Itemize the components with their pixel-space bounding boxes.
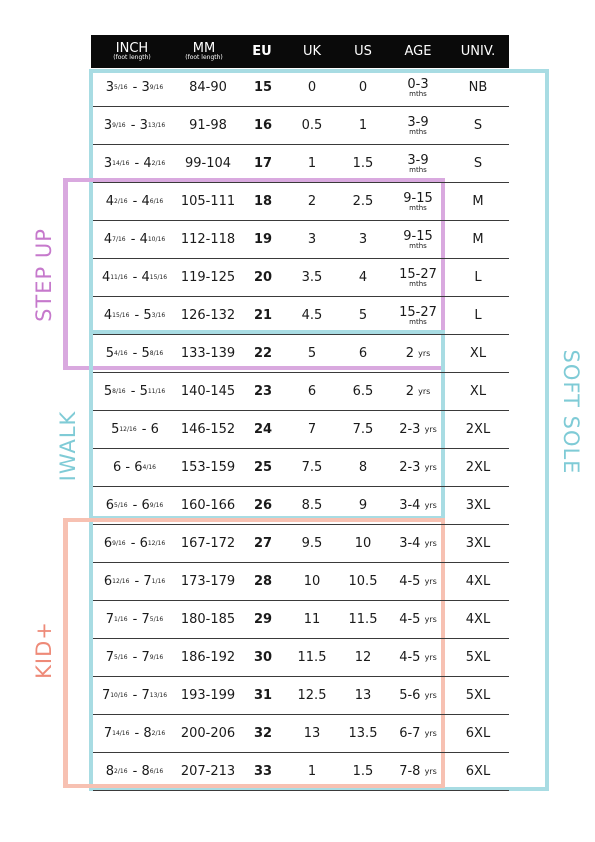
age-cell: [389, 373, 447, 410]
eu-cell: 17: [253, 156, 273, 171]
mm-cell: 173-179: [180, 574, 236, 589]
age-cell: [389, 677, 447, 714]
uk-cell: 1: [307, 764, 317, 779]
eu-cell: 19: [253, 232, 273, 247]
age-cell: [389, 335, 447, 372]
inch-from-fraction: 2/16: [114, 768, 128, 775]
inch-cell: 5 4/16 - 5 8/16: [105, 346, 164, 361]
inch-to: 7: [141, 688, 150, 703]
age-unit: mths: [409, 203, 427, 212]
eu-cell: 27: [253, 536, 273, 551]
age-cell: [389, 411, 447, 448]
age-unit: yrs: [424, 653, 437, 662]
eu-cell: 29: [253, 612, 273, 627]
us-cell: 0: [358, 80, 368, 95]
age-unit: yrs: [424, 691, 437, 700]
univ-cell: M: [472, 194, 484, 209]
inch-from: 3: [103, 156, 113, 171]
us-cell: 12: [354, 650, 372, 665]
header-univ: UNIV.: [460, 43, 496, 59]
inch-from: 5: [105, 346, 115, 361]
inch-cell: 4 15/16 - 5 3/16: [103, 308, 166, 323]
age-cell: [389, 753, 447, 790]
eu-cell: 21: [253, 308, 273, 323]
mm-cell: 193-199: [180, 688, 236, 703]
header-age: AGE: [404, 43, 432, 59]
age-cell: [389, 221, 447, 258]
table-row: [93, 145, 509, 183]
univ-cell: 5XL: [465, 688, 491, 703]
univ-cell: 2XL: [465, 460, 491, 475]
inch-cell: 4 7/16 - 4 10/16: [103, 232, 166, 247]
age-value: 3-9: [407, 114, 429, 130]
us-cell: 11.5: [348, 612, 378, 627]
inch-cell: 5 8/16 - 5 11/16: [103, 384, 166, 399]
us-cell: 6.5: [352, 384, 374, 399]
inch-to: 6: [134, 460, 143, 475]
inch-to: 7: [143, 574, 152, 589]
mm-cell: 91-98: [189, 118, 227, 133]
mm-cell: 200-206: [180, 726, 236, 741]
inch-from: 6: [103, 574, 113, 589]
inch-from: 5: [103, 384, 113, 399]
inch-from: 4: [103, 232, 113, 247]
header-inch-label: INCH: [115, 40, 149, 56]
age-unit: mths: [409, 317, 427, 326]
inch-to-fraction: 15/16: [149, 274, 168, 281]
inch-to: 7: [141, 612, 150, 627]
us-cell: 4: [358, 270, 368, 285]
inch-to: 6: [139, 536, 148, 551]
age-value: 3-4: [399, 498, 421, 513]
uk-cell: 10: [303, 574, 321, 589]
uk-cell: 1: [307, 156, 317, 171]
inch-from: 6: [105, 498, 115, 513]
inch-cell: 6 9/16 - 6 12/16: [103, 536, 166, 551]
table-row: [93, 69, 509, 107]
inch-from: 5: [111, 422, 120, 437]
univ-cell: 6XL: [465, 726, 491, 741]
inch-to: 8: [143, 726, 152, 741]
mm-cell: 160-166: [180, 498, 236, 513]
age-cell: [389, 183, 447, 220]
age-unit: yrs: [418, 349, 431, 358]
eu-cell: 18: [253, 194, 273, 209]
inch-cell: 5 12/16 - 6: [111, 422, 159, 437]
table-row: [93, 335, 509, 373]
age-value: 3-4: [399, 536, 421, 551]
eu-cell: 33: [253, 764, 273, 779]
age-unit: yrs: [424, 501, 437, 510]
inch-from: 3: [103, 118, 113, 133]
inch-from-fraction: 5/16: [114, 84, 128, 91]
univ-cell: 3XL: [465, 536, 491, 551]
uk-cell: 0: [307, 80, 317, 95]
inch-cell: 3 14/16 - 4 2/16: [103, 156, 166, 171]
age-cell: [389, 449, 447, 486]
age-value: 2: [405, 346, 414, 361]
inch-to: 4: [141, 270, 150, 285]
mm-cell: 126-132: [180, 308, 236, 323]
uk-cell: 8.5: [301, 498, 323, 513]
inch-from: 7: [105, 612, 115, 627]
age-unit: yrs: [424, 577, 437, 586]
age-cell: [389, 145, 447, 182]
inch-from: 7: [101, 688, 111, 703]
inch-from-fraction: 1/16: [114, 616, 128, 623]
us-cell: 3: [358, 232, 368, 247]
inch-to: 6: [150, 422, 159, 437]
table-row: [93, 487, 509, 525]
age-unit: yrs: [424, 425, 437, 434]
inch-to-fraction: 11/16: [147, 388, 166, 395]
us-cell: 9: [358, 498, 368, 513]
table-row: [93, 449, 509, 487]
inch-from: 3: [105, 80, 115, 95]
us-cell: 2.5: [352, 194, 374, 209]
eu-cell: 28: [253, 574, 273, 589]
inch-from-fraction: 9/16: [112, 540, 126, 547]
univ-cell: XL: [469, 346, 487, 361]
age-value: 2: [405, 384, 414, 399]
inch-to-fraction: 8/16: [149, 350, 164, 357]
table-row: [93, 715, 509, 753]
univ-cell: M: [472, 232, 484, 247]
uk-cell: 4.5: [301, 308, 323, 323]
table-row: [93, 601, 509, 639]
univ-cell: S: [473, 118, 483, 133]
inch-to: 4: [141, 194, 150, 209]
table-row: [93, 563, 509, 601]
univ-cell: L: [474, 270, 482, 285]
uk-cell: 11: [303, 612, 321, 627]
us-cell: 5: [358, 308, 368, 323]
inch-from: 6: [112, 460, 122, 475]
inch-to-fraction: 3/16: [151, 312, 166, 319]
eu-cell: 25: [253, 460, 273, 475]
mm-cell: 146-152: [180, 422, 236, 437]
inch-to: 4: [143, 156, 152, 171]
header-mm-sub: (foot length): [185, 54, 223, 62]
uk-cell: 5: [307, 346, 317, 361]
uk-cell: 0.5: [301, 118, 323, 133]
eu-cell: 30: [253, 650, 273, 665]
univ-cell: L: [474, 308, 482, 323]
eu-cell: 16: [253, 118, 273, 133]
age-value: 15-27: [399, 266, 437, 282]
inch-from-fraction: 4/16: [114, 350, 128, 357]
inch-from-fraction: 5/16: [114, 502, 128, 509]
inch-to-fraction: 5/16: [149, 616, 164, 623]
age-value: 0-3: [407, 76, 429, 92]
eu-cell: 26: [253, 498, 273, 513]
mm-cell: 112-118: [180, 232, 236, 247]
inch-from: 7: [103, 726, 113, 741]
age-unit: yrs: [424, 729, 437, 738]
mm-cell: 119-125: [180, 270, 236, 285]
table-row: [93, 183, 509, 221]
uk-cell: 3: [307, 232, 317, 247]
age-cell: [389, 563, 447, 600]
iwalk-label: IWALK: [56, 410, 80, 482]
inch-to: 8: [141, 764, 150, 779]
inch-to-fraction: 6/16: [149, 198, 164, 205]
uk-cell: 9.5: [301, 536, 323, 551]
us-cell: 7.5: [352, 422, 374, 437]
inch-from-fraction: 10/16: [110, 692, 128, 699]
inch-from: 7: [105, 650, 115, 665]
inch-from-fraction: 11/16: [110, 274, 128, 281]
age-cell: [389, 259, 447, 296]
table-row: [93, 221, 509, 259]
uk-cell: 7: [307, 422, 317, 437]
age-value: 7-8: [399, 764, 421, 779]
inch-from-fraction: 15/16: [112, 312, 130, 319]
eu-cell: 15: [253, 80, 273, 95]
us-cell: 13.5: [348, 726, 378, 741]
inch-from: 6: [103, 536, 113, 551]
soft-sole-label: SOFT SOLE: [559, 349, 583, 475]
age-cell: [389, 487, 447, 524]
inch-cell: 8 2/16 - 8 6/16: [105, 764, 164, 779]
inch-to-fraction: 12/16: [147, 540, 166, 547]
inch-to-fraction: 9/16: [149, 84, 164, 91]
uk-cell: 3.5: [301, 270, 323, 285]
header-uk: UK: [302, 43, 322, 59]
kid-plus-label: KID+: [32, 621, 56, 679]
mm-cell: 167-172: [180, 536, 236, 551]
inch-from-fraction: 7/16: [112, 236, 126, 243]
inch-to-fraction: 10/16: [147, 236, 166, 243]
age-value: 4-5: [399, 612, 421, 627]
inch-to: 5: [139, 384, 148, 399]
inch-to: 5: [143, 308, 152, 323]
inch-cell: 3 9/16 - 3 13/16: [103, 118, 166, 133]
header-inch: [91, 35, 173, 68]
inch-to: 4: [139, 232, 148, 247]
inch-from: 4: [103, 308, 113, 323]
inch-from-fraction: 12/16: [112, 578, 130, 585]
age-value: 4-5: [399, 650, 421, 665]
mm-cell: 99-104: [184, 156, 232, 171]
age-unit: yrs: [418, 387, 431, 396]
inch-cell: 7 5/16 - 7 9/16: [105, 650, 164, 665]
age-value: 9-15: [403, 190, 433, 206]
header-eu: EU: [252, 43, 272, 59]
us-cell: 8: [358, 460, 368, 475]
inch-cell: 7 1/16 - 7 5/16: [105, 612, 164, 627]
inch-cell: 4 2/16 - 4 6/16: [105, 194, 164, 209]
age-unit: yrs: [424, 615, 437, 624]
mm-cell: 140-145: [180, 384, 236, 399]
univ-cell: XL: [469, 384, 487, 399]
univ-cell: 5XL: [465, 650, 491, 665]
age-unit: mths: [409, 279, 427, 288]
age-value: 3-9: [407, 152, 429, 168]
inch-to: 3: [139, 118, 148, 133]
inch-to-fraction: 9/16: [149, 654, 164, 661]
us-cell: 13: [354, 688, 372, 703]
inch-from-fraction: 14/16: [112, 730, 130, 737]
inch-from-fraction: 12/16: [119, 426, 137, 433]
inch-from: 4: [105, 194, 115, 209]
mm-cell: 180-185: [180, 612, 236, 627]
inch-to-fraction: 4/16: [142, 464, 156, 471]
age-value: 2-3: [399, 422, 421, 437]
univ-cell: S: [473, 156, 483, 171]
mm-cell: 84-90: [189, 80, 227, 95]
mm-cell: 153-159: [180, 460, 236, 475]
mm-cell: 186-192: [180, 650, 236, 665]
age-cell: [389, 601, 447, 638]
uk-cell: 12.5: [297, 688, 327, 703]
us-cell: 1.5: [352, 764, 374, 779]
univ-cell: 4XL: [465, 612, 491, 627]
age-cell: [389, 525, 447, 562]
age-value: 6-7: [399, 726, 421, 741]
inch-from-fraction: 8/16: [112, 388, 126, 395]
inch-cell: 3 5/16 - 3 9/16: [105, 80, 164, 95]
inch-cell: 7 10/16 - 7 13/16: [101, 688, 168, 703]
univ-cell: 4XL: [465, 574, 491, 589]
inch-cell: 4 11/16 - 4 15/16: [101, 270, 168, 285]
age-unit: yrs: [424, 463, 437, 472]
age-cell: [389, 639, 447, 676]
age-value: 5-6: [399, 688, 421, 703]
age-unit: mths: [409, 165, 427, 174]
age-value: 2-3: [399, 460, 421, 475]
eu-cell: 24: [253, 422, 273, 437]
inch-from-fraction: 14/16: [112, 160, 130, 167]
inch-to: 3: [141, 80, 150, 95]
table-header: [91, 35, 509, 68]
age-unit: mths: [409, 241, 427, 250]
mm-cell: 133-139: [180, 346, 236, 361]
inch-cell: 6 12/16 - 7 1/16: [103, 574, 166, 589]
inch-to: 5: [141, 346, 150, 361]
inch-from-fraction: 9/16: [112, 122, 126, 129]
us-cell: 1.5: [352, 156, 374, 171]
inch-to-fraction: 2/16: [151, 160, 166, 167]
header-us: US: [354, 43, 372, 59]
mm-cell: 207-213: [180, 764, 236, 779]
age-value: 4-5: [399, 574, 421, 589]
inch-cell: 7 14/16 - 8 2/16: [103, 726, 166, 741]
age-value: 9-15: [403, 228, 433, 244]
inch-to-fraction: 1/16: [151, 578, 166, 585]
us-cell: 1: [358, 118, 368, 133]
age-unit: yrs: [424, 539, 437, 548]
inch-to-fraction: 6/16: [149, 768, 164, 775]
uk-cell: 6: [307, 384, 317, 399]
eu-cell: 23: [253, 384, 273, 399]
inch-to-fraction: 13/16: [147, 122, 166, 129]
age-value: 15-27: [399, 304, 437, 320]
table-row: [93, 411, 509, 449]
table-row: [93, 525, 509, 563]
inch-from: 4: [101, 270, 111, 285]
univ-cell: NB: [468, 80, 488, 95]
inch-from: 8: [105, 764, 115, 779]
eu-cell: 31: [253, 688, 273, 703]
table-row: [93, 297, 509, 335]
table-row: [93, 639, 509, 677]
uk-cell: 2: [307, 194, 317, 209]
eu-cell: 32: [253, 726, 273, 741]
inch-to-fraction: 2/16: [151, 730, 166, 737]
inch-to-fraction: 9/16: [149, 502, 164, 509]
age-unit: yrs: [424, 767, 437, 776]
inch-to: 7: [141, 650, 150, 665]
eu-cell: 20: [253, 270, 273, 285]
table-row: [93, 259, 509, 297]
table-row: [93, 107, 509, 145]
inch-cell: 6 5/16 - 6 9/16: [105, 498, 164, 513]
age-cell: [389, 107, 447, 144]
inch-from-fraction: 2/16: [114, 198, 128, 205]
header-mm: [173, 35, 235, 68]
us-cell: 6: [358, 346, 368, 361]
age-unit: mths: [409, 127, 427, 136]
eu-cell: 22: [253, 346, 273, 361]
univ-cell: 2XL: [465, 422, 491, 437]
mm-cell: 105-111: [180, 194, 236, 209]
table-row: [93, 373, 509, 411]
univ-cell: 6XL: [465, 764, 491, 779]
univ-cell: 3XL: [465, 498, 491, 513]
header-mm-label: MM: [192, 40, 216, 56]
inch-cell: 6 - 6 4/16: [112, 460, 156, 475]
us-cell: 10.5: [348, 574, 378, 589]
step-up-label: STEP UP: [32, 228, 56, 322]
age-cell: [389, 715, 447, 752]
uk-cell: 7.5: [301, 460, 323, 475]
age-unit: mths: [409, 89, 427, 98]
table-row: [93, 753, 509, 791]
age-cell: [389, 69, 447, 106]
uk-cell: 11.5: [297, 650, 327, 665]
us-cell: 10: [354, 536, 372, 551]
age-cell: [389, 297, 447, 334]
inch-from-fraction: 5/16: [114, 654, 128, 661]
inch-to: 6: [141, 498, 150, 513]
uk-cell: 13: [303, 726, 321, 741]
inch-to-fraction: 13/16: [149, 692, 168, 699]
header-inch-sub: (foot length): [113, 54, 151, 62]
table-row: [93, 677, 509, 715]
